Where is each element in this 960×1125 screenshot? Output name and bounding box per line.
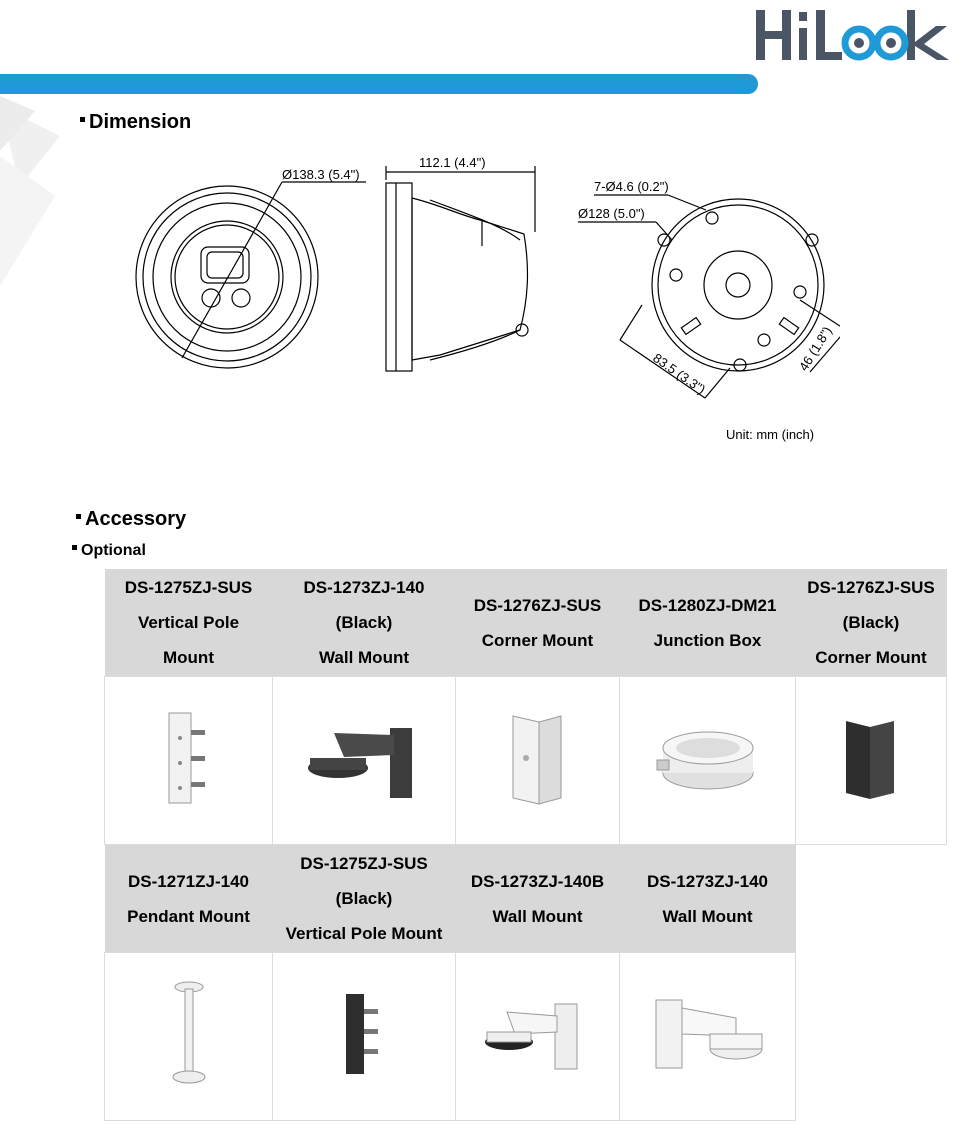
vertical-pole-mount-image: [159, 708, 219, 808]
wall-mount-black-image: [304, 713, 424, 803]
side-view-drawing: [386, 166, 535, 371]
optional-label: Optional: [72, 542, 146, 560]
accessory-cell: DS-1275ZJ-SUS (Black) Vertical Pole Mount: [273, 845, 456, 953]
accessory-image-row-2: [105, 953, 947, 1121]
accessory-cell: DS-1271ZJ-140 Pendant Mount: [105, 845, 273, 953]
accessory-cell: DS-1273ZJ-140B Wall Mount: [456, 845, 620, 953]
accessory-cell: DS-1276ZJ-SUS (Black) Corner Mount: [796, 569, 947, 677]
unit-note: Unit: mm (inch): [726, 427, 815, 442]
corner-mount-black-image: [836, 713, 906, 803]
accessory-cell: DS-1276ZJ-SUS Corner Mount: [456, 569, 620, 677]
front-diameter-label: Ø138.3 (5.4"): [282, 167, 360, 182]
wall-mount-white-image: [648, 994, 768, 1074]
accessory-cell: DS-1275ZJ-SUS Vertical Pole Mount: [105, 569, 273, 677]
accessory-cell: DS-1273ZJ-140 (Black) Wall Mount: [273, 569, 456, 677]
accessory-image-row-1: [105, 677, 947, 845]
side-depth-label: 112.1 (4.4"): [419, 155, 486, 170]
front-view-drawing: [136, 182, 366, 368]
vertical-pole-mount-black-image: [334, 989, 394, 1079]
corner-mount-image: [503, 708, 573, 808]
wall-mount-white-b-image: [483, 994, 593, 1074]
accessory-heading: Accessory: [76, 508, 186, 531]
junction-box-image: [653, 718, 763, 798]
empty-cell: [796, 953, 947, 1121]
distance-a-label: 83.5 (3.3"): [650, 350, 709, 398]
dimension-heading: Dimension: [80, 111, 191, 134]
dimension-drawings: [120, 150, 840, 460]
header-band: [0, 74, 758, 94]
accessory-header-row-1: [105, 569, 947, 677]
accessory-cell: DS-1273ZJ-140 Wall Mount: [620, 845, 796, 953]
empty-cell: [796, 845, 947, 953]
accessory-table: [104, 569, 947, 1121]
holes-label: 7-Ø4.6 (0.2"): [594, 179, 669, 194]
base-diameter-label: Ø128 (5.0"): [578, 206, 645, 221]
pendant-mount-image: [164, 979, 214, 1089]
hilook-logo: [752, 4, 952, 66]
decorative-triangles: [0, 96, 80, 296]
accessory-cell: DS-1280ZJ-DM21 Junction Box: [620, 569, 796, 677]
accessory-header-row-2: [105, 845, 947, 953]
distance-b-label: 46 (1.8"): [795, 323, 835, 374]
